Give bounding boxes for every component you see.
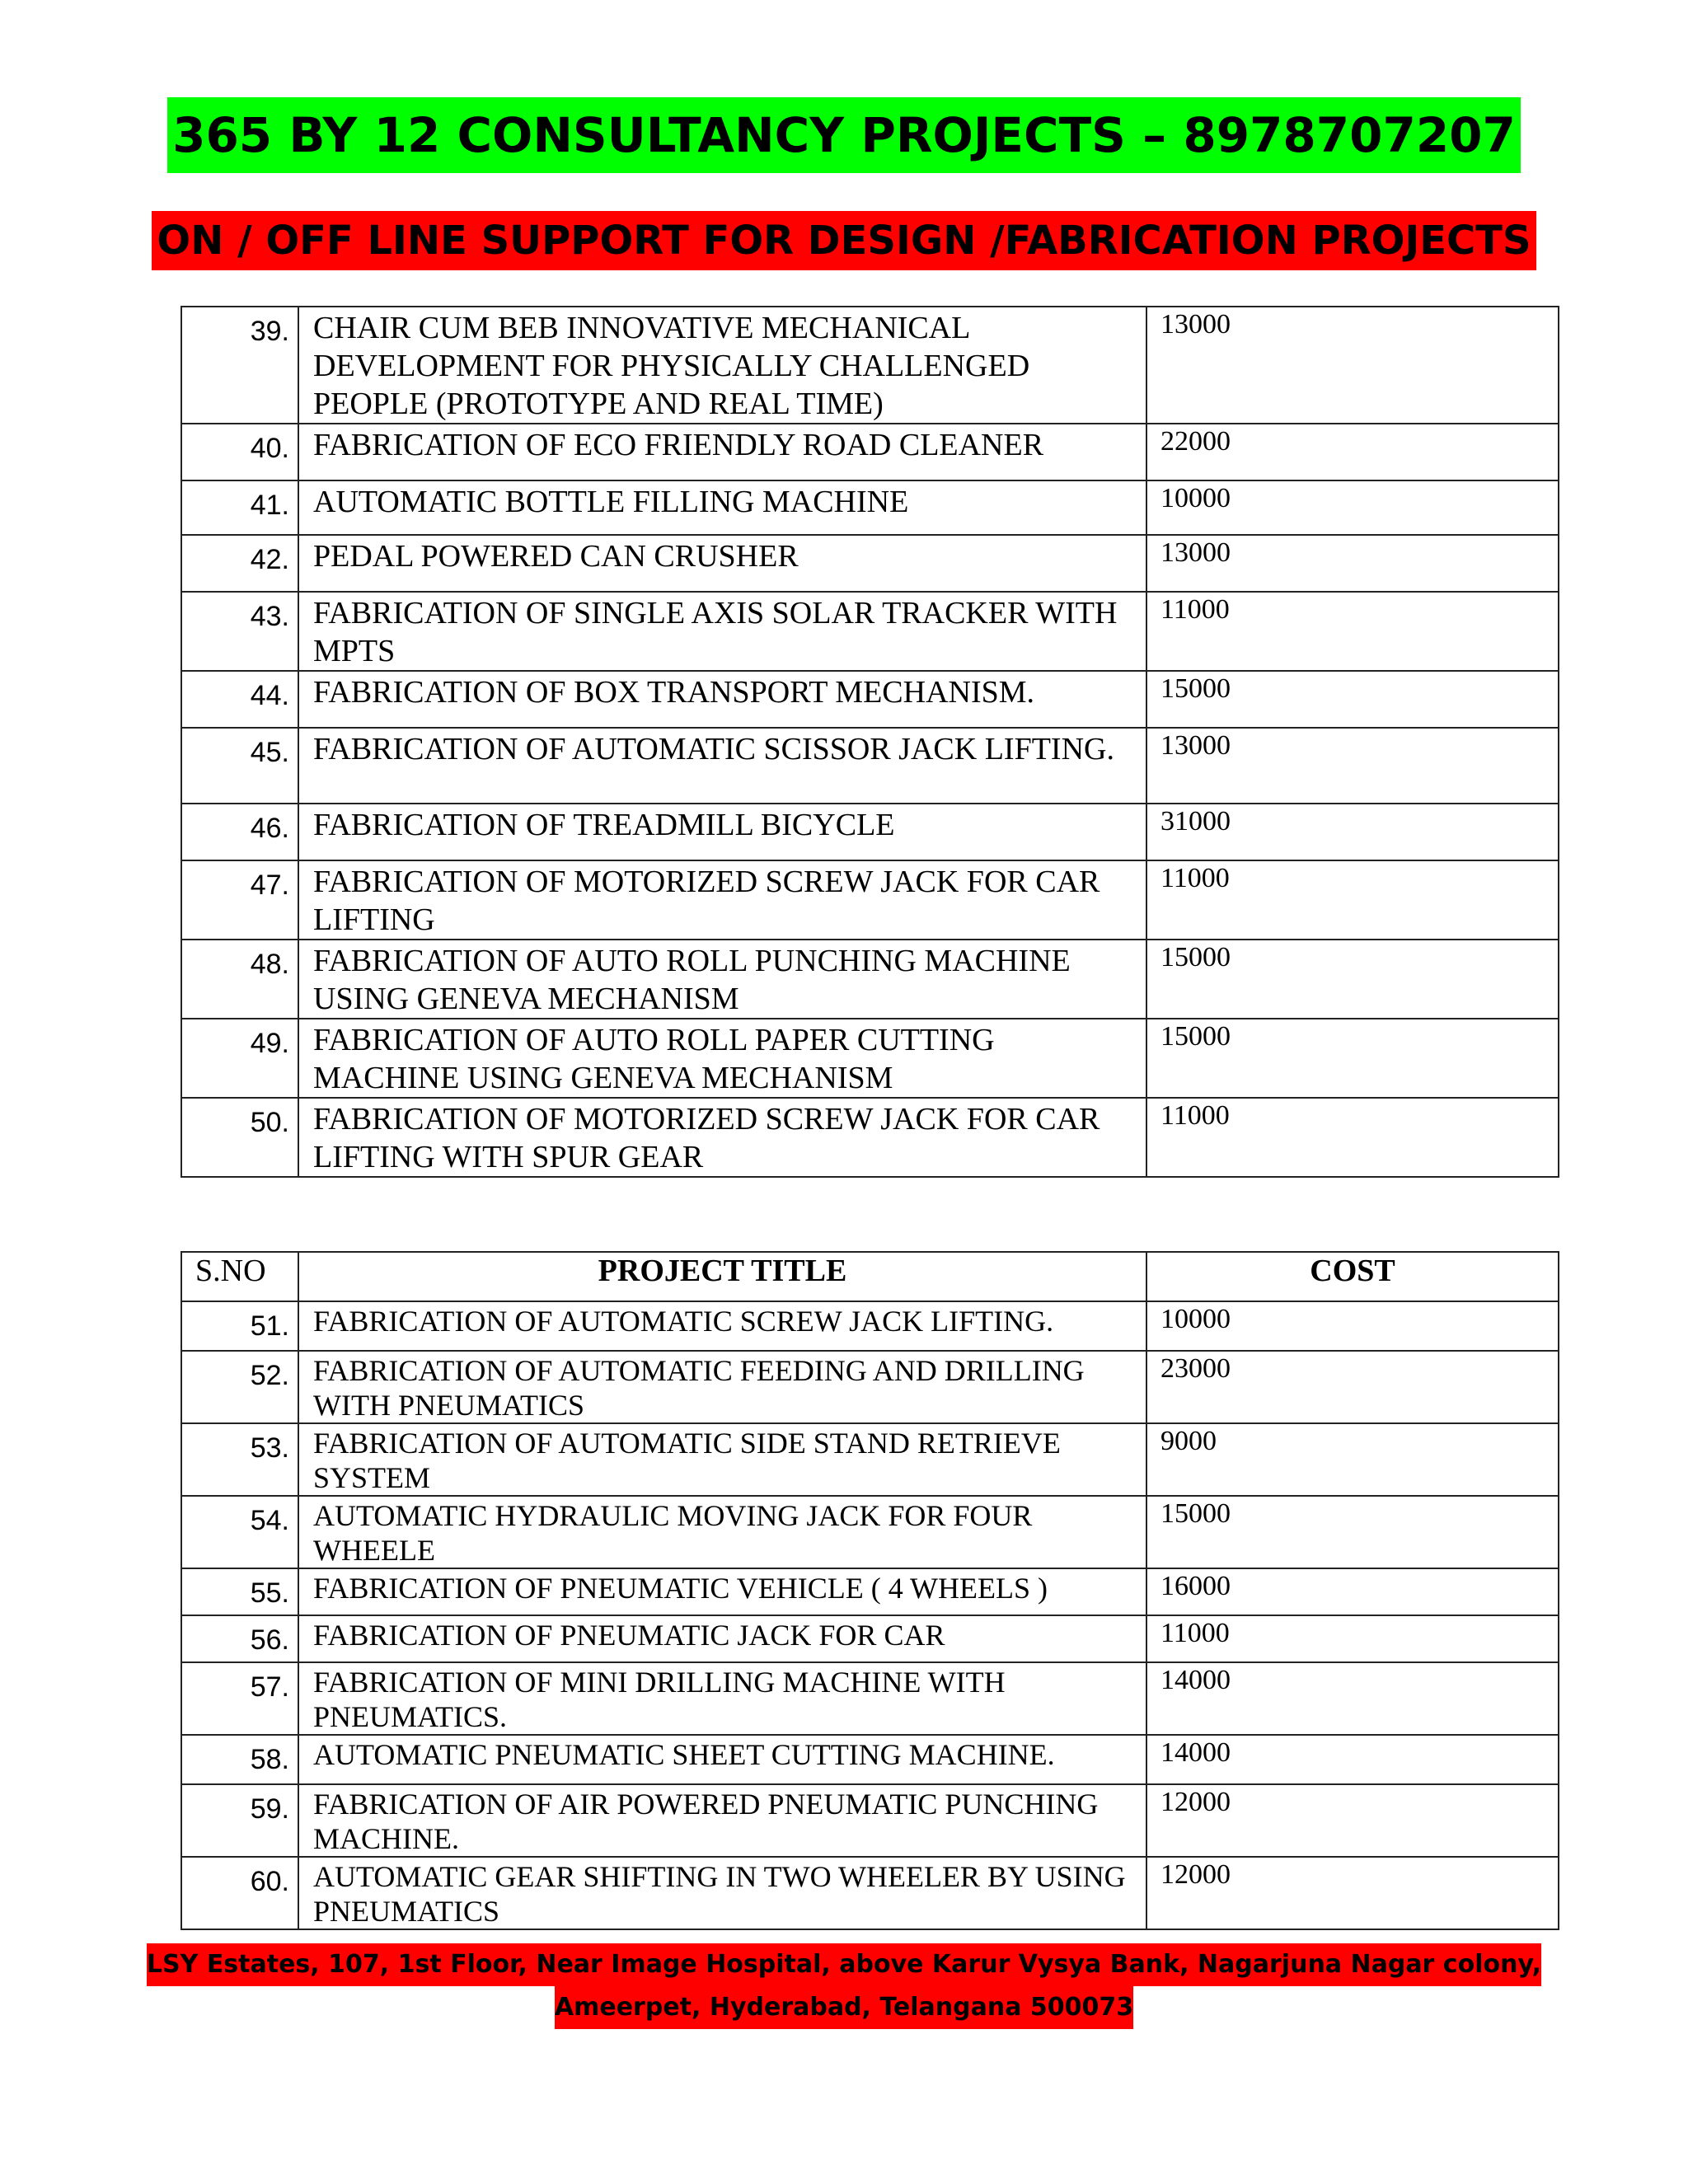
table-row [181, 535, 1559, 592]
table-row [181, 1423, 1559, 1496]
row-cost: 9000 [1146, 1423, 1559, 1496]
row-cost: 15000 [1146, 1019, 1559, 1098]
row-sno: 49. [181, 1019, 298, 1098]
row-sno: 59. [181, 1784, 298, 1857]
row-cost: 10000 [1146, 1301, 1559, 1351]
row-sno: 41. [181, 480, 298, 535]
table-row [181, 671, 1559, 728]
header-subtitle [0, 211, 1688, 270]
table-row [181, 1301, 1559, 1351]
row-title: FABRICATION OF TREADMILL BICYCLE [298, 804, 1146, 860]
table-row [181, 1662, 1559, 1735]
row-sno: 57. [181, 1662, 298, 1735]
table-row [181, 1568, 1559, 1615]
row-sno: 40. [181, 424, 298, 480]
row-cost: 13000 [1146, 535, 1559, 592]
row-title: AUTOMATIC BOTTLE FILLING MACHINE [298, 480, 1146, 535]
row-title: FABRICATION OF MINI DRILLING MACHINE WITH PNEUMATICS. [298, 1662, 1146, 1735]
table-row [181, 804, 1559, 860]
table-row [181, 1784, 1559, 1857]
row-sno: 44. [181, 671, 298, 728]
row-sno: 53. [181, 1423, 298, 1496]
row-cost: 15000 [1146, 940, 1559, 1019]
row-sno: 48. [181, 940, 298, 1019]
row-cost: 14000 [1146, 1662, 1559, 1735]
row-title: FABRICATION OF AUTO ROLL PAPER CUTTING MACHINE USING GENEVA MECHANISM [298, 1019, 1146, 1098]
row-sno: 51. [181, 1301, 298, 1351]
header-title-text: 365 BY 12 CONSULTANCY PROJECTS – 8978707207 [167, 97, 1521, 173]
row-cost: 23000 [1146, 1351, 1559, 1423]
footer-address-line-2: Ameerpet, Hyderabad, Telangana 500073 [555, 1986, 1133, 2029]
table-row [181, 307, 1559, 424]
row-title: FABRICATION OF SINGLE AXIS SOLAR TRACKER WITH MPTS [298, 592, 1146, 671]
row-title: FABRICATION OF AUTOMATIC FEEDING AND DRILLING WITH PNEUMATICS [298, 1351, 1146, 1423]
row-sno: 60. [181, 1857, 298, 1929]
row-title: AUTOMATIC GEAR SHIFTING IN TWO WHEELER BY USING PNEUMATICS [298, 1857, 1146, 1929]
row-cost: 15000 [1146, 1496, 1559, 1568]
row-cost: 14000 [1146, 1735, 1559, 1784]
row-title: FABRICATION OF PNEUMATIC JACK FOR CAR [298, 1615, 1146, 1662]
table-row [181, 1857, 1559, 1929]
row-sno: 39. [181, 307, 298, 424]
row-sno: 54. [181, 1496, 298, 1568]
row-title: FABRICATION OF BOX TRANSPORT MECHANISM. [298, 671, 1146, 728]
table-row [181, 424, 1559, 480]
row-sno: 52. [181, 1351, 298, 1423]
row-cost: 13000 [1146, 728, 1559, 804]
row-sno: 47. [181, 860, 298, 940]
row-title: FABRICATION OF AUTOMATIC SIDE STAND RETRIEVE SYSTEM [298, 1423, 1146, 1496]
row-cost: 11000 [1146, 592, 1559, 671]
row-sno: 56. [181, 1615, 298, 1662]
table-row [181, 1098, 1559, 1177]
header-cost: COST [1146, 1252, 1559, 1301]
row-title: FABRICATION OF AUTO ROLL PUNCHING MACHINE USING GENEVA MECHANISM [298, 940, 1146, 1019]
row-cost: 11000 [1146, 1098, 1559, 1177]
table-row [181, 592, 1559, 671]
row-cost: 12000 [1146, 1857, 1559, 1929]
footer-address [0, 1943, 1688, 2029]
table-row [181, 1351, 1559, 1423]
table-row [181, 940, 1559, 1019]
table-header-row [181, 1252, 1559, 1301]
row-cost: 10000 [1146, 480, 1559, 535]
row-cost: 12000 [1146, 1784, 1559, 1857]
header-project-title: PROJECT TITLE [298, 1252, 1146, 1301]
footer-address-line-1: LSY Estates, 107, 1st Floor, Near Image Hospital, above Karur Vysya Bank, Nagarjuna Nagar colony, [147, 1943, 1541, 1986]
projects-table-2 [181, 1251, 1559, 1930]
table-row [181, 1735, 1559, 1784]
row-sno: 58. [181, 1735, 298, 1784]
row-title: PEDAL POWERED CAN CRUSHER [298, 535, 1146, 592]
table-row [181, 860, 1559, 940]
row-title: FABRICATION OF ECO FRIENDLY ROAD CLEANER [298, 424, 1146, 480]
row-title: FABRICATION OF AUTOMATIC SCREW JACK LIFTING. [298, 1301, 1146, 1351]
row-sno: 50. [181, 1098, 298, 1177]
row-title: CHAIR CUM BEB INNOVATIVE MECHANICAL DEVELOPMENT FOR PHYSICALLY CHALLENGED PEOPLE (PROTOTYPE AND REAL TIME) [298, 307, 1146, 424]
row-sno: 55. [181, 1568, 298, 1615]
row-cost: 15000 [1146, 671, 1559, 728]
row-cost: 11000 [1146, 860, 1559, 940]
header-subtitle-text: ON / OFF LINE SUPPORT FOR DESIGN /FABRICATION PROJECTS [152, 211, 1536, 270]
projects-table-1 [181, 306, 1559, 1178]
header-sno: S.NO [181, 1252, 298, 1301]
row-title: FABRICATION OF MOTORIZED SCREW JACK FOR CAR LIFTING WITH SPUR GEAR [298, 1098, 1146, 1177]
row-title: FABRICATION OF AUTOMATIC SCISSOR JACK LIFTING. [298, 728, 1146, 804]
row-cost: 16000 [1146, 1568, 1559, 1615]
row-title: FABRICATION OF AIR POWERED PNEUMATIC PUNCHING MACHINE. [298, 1784, 1146, 1857]
row-sno: 45. [181, 728, 298, 804]
row-cost: 22000 [1146, 424, 1559, 480]
row-title: FABRICATION OF MOTORIZED SCREW JACK FOR CAR LIFTING [298, 860, 1146, 940]
header-title [0, 97, 1688, 173]
table-row [181, 1615, 1559, 1662]
table-row [181, 480, 1559, 535]
row-title: AUTOMATIC HYDRAULIC MOVING JACK FOR FOUR WHEELE [298, 1496, 1146, 1568]
row-cost: 13000 [1146, 307, 1559, 424]
row-sno: 46. [181, 804, 298, 860]
table-row [181, 728, 1559, 804]
row-sno: 42. [181, 535, 298, 592]
row-cost: 11000 [1146, 1615, 1559, 1662]
table-row [181, 1019, 1559, 1098]
row-cost: 31000 [1146, 804, 1559, 860]
row-title: AUTOMATIC PNEUMATIC SHEET CUTTING MACHINE. [298, 1735, 1146, 1784]
row-title: FABRICATION OF PNEUMATIC VEHICLE ( 4 WHEELS ) [298, 1568, 1146, 1615]
table-row [181, 1496, 1559, 1568]
row-sno: 43. [181, 592, 298, 671]
